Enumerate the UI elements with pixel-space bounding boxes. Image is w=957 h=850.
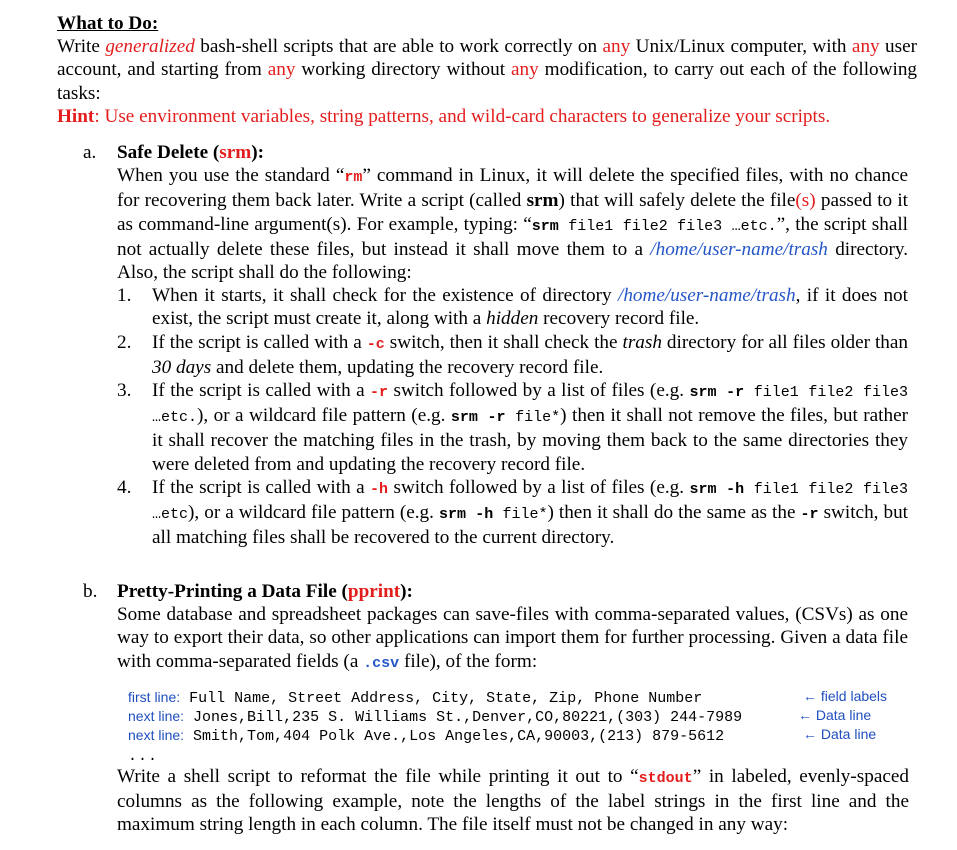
- list-item: 2. If the script is called with a -c switch, then it shall check the trash directory for all files older than 30 days and delete them, updating the recovery record file.: [117, 331, 908, 378]
- section-a-paragraph: When you use the standard “rm” command in Linux, it will delete the specified files, with no chance for recovering them back later. Write a script (called srm) that will safely delete the file(s) passed to it as command-line argument(s). For example, typing: “srm file1 file2 file3 …etc.”, the script shall not actually delete these files, but instead it shall move them to a /home/user-name/trash directory. Also, the script shall do the following:: [117, 165, 909, 284]
- section-b-instructions: Write a shell script to reformat the file while printing it out to “stdout” in labeled, evenly-spaced columns as the following example, note the lengths of the label strings in the first line and the maximum string length in each column. The file itself must not be changed in any way:: [117, 766, 909, 836]
- what-to-do-heading: What to Do:: [57, 13, 159, 34]
- section-b-letter: b.: [83, 581, 98, 602]
- csv-row-note: ← Data line: [798, 707, 872, 723]
- hint-label: Hint: [57, 105, 95, 127]
- list-item: 4. If the script is called with a -h switch followed by a list of files (e.g. srm -h file1 file2 file3 …etc), or a wildcard file pattern (e.g. srm -h file*) then it shall do the same as the -r switch, but all matching files shall be recovered to the current directory.: [117, 476, 909, 549]
- section-a-title: Safe Delete (srm):: [117, 142, 265, 163]
- csv-row: next line: Jones,Bill,235 S. Williams St.,Denver,CO,80221,(303) 244-7989 ← Data line: [128, 707, 872, 726]
- section-a-letter: a.: [83, 142, 97, 163]
- csv-row: first line: Full Name, Street Address, City, State, Zip, Phone Number ← field labels: [128, 688, 888, 707]
- section-b-paragraph: Some database and spreadsheet packages can save-files with comma-separated values, (CSVs) as one way to export their data, so other applications can import them for further processing. Given a data file with comma-separated fields (a .csv file), of the form:: [117, 604, 908, 672]
- csv-example: [128, 687, 908, 744]
- srm-requirements-list: [83, 284, 908, 549]
- csv-row: next line: Smith,Tom,404 Polk Ave.,Los Angeles,CA,90003,(213) 879-5612 ← Data line: [128, 726, 877, 745]
- csv-ellipsis: ...: [128, 748, 159, 765]
- list-item: 3. If the script is called with a -r switch followed by a list of files (e.g. srm -r file1 file2 file3 …etc.), or a wildcard file pattern (e.g. srm -r file*) then it shall not remove the files, but rather it shall recover the matching files in the trash, by moving them back to the same directories they were deleted from and updating the recovery record file.: [117, 380, 909, 475]
- csv-row-note: ← Data line: [803, 726, 877, 742]
- csv-row-note: ← field labels: [803, 688, 888, 704]
- section-safe-delete: [83, 141, 908, 549]
- list-item: 1. When it starts, it shall check for the existence of directory /home/user-name/trash, if it does not exist, the script must create it, along with a hidden recovery record file.: [117, 285, 908, 330]
- section-b-title: Pretty-Printing a Data File (pprint):: [117, 581, 413, 602]
- section-pretty-printing: [83, 580, 908, 675]
- intro-paragraph: Write generalized bash-shell scripts that are able to work correctly on any Unix/Linux computer, with any user account, and starting from any working directory without any modification, to carry out each of the following tasks:: [57, 36, 918, 104]
- task-overview: [57, 12, 917, 128]
- hint-line: Hint: Use environment variables, string patterns, and wild-card characters to generalize your scripts.: [57, 105, 831, 127]
